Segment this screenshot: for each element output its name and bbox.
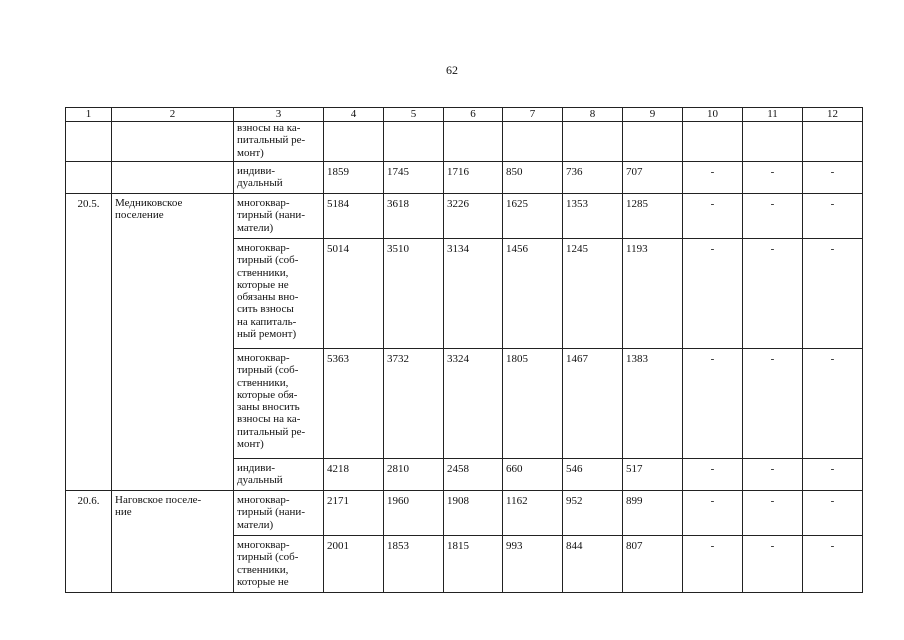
value-cell: [503, 122, 563, 162]
header-cell: 8: [563, 108, 623, 122]
value-cell: -: [803, 162, 863, 194]
value-cell: -: [683, 349, 743, 459]
header-cell: 7: [503, 108, 563, 122]
table-row: [66, 122, 863, 162]
header-cell: 5: [384, 108, 444, 122]
value-cell: 1193: [623, 239, 683, 349]
value-cell: 2001: [324, 536, 384, 593]
settlement-cell: [112, 491, 234, 593]
header-cell: 9: [623, 108, 683, 122]
value-cell: -: [803, 459, 863, 491]
value-cell: [384, 122, 444, 162]
value-cell: -: [803, 349, 863, 459]
housing-type-text: индиви- дуальный: [237, 165, 283, 190]
header-cell: 3: [234, 108, 324, 122]
value-cell: 1853: [384, 536, 444, 593]
value-cell: [683, 122, 743, 162]
housing-type-cell: [234, 491, 324, 536]
value-cell: 1285: [623, 194, 683, 239]
header-cell: 11: [743, 108, 803, 122]
value-cell: [444, 122, 503, 162]
row-number-cell: 20.6.: [66, 491, 112, 593]
value-cell: 1162: [503, 491, 563, 536]
value-cell: 3226: [444, 194, 503, 239]
row-number-cell: 20.5.: [66, 194, 112, 491]
settlement-cell: [112, 122, 234, 162]
value-cell: 2171: [324, 491, 384, 536]
value-cell: 1383: [623, 349, 683, 459]
value-cell: 1745: [384, 162, 444, 194]
value-cell: -: [803, 239, 863, 349]
value-cell: 3324: [444, 349, 503, 459]
value-cell: 736: [563, 162, 623, 194]
value-cell: -: [683, 491, 743, 536]
value-cell: -: [743, 239, 803, 349]
settlement-cell: [112, 162, 234, 194]
value-cell: -: [683, 194, 743, 239]
header-cell: 6: [444, 108, 503, 122]
housing-type-cell: [234, 239, 324, 349]
housing-type-cell: [234, 162, 324, 194]
value-cell: [563, 122, 623, 162]
value-cell: 1859: [324, 162, 384, 194]
housing-type-cell: [234, 459, 324, 491]
table-row: [66, 162, 863, 194]
value-cell: -: [743, 162, 803, 194]
value-cell: 517: [623, 459, 683, 491]
value-cell: 5184: [324, 194, 384, 239]
value-cell: 1960: [384, 491, 444, 536]
value-cell: 707: [623, 162, 683, 194]
value-cell: 850: [503, 162, 563, 194]
value-cell: [803, 122, 863, 162]
housing-type-cell: [234, 194, 324, 239]
value-cell: 660: [503, 459, 563, 491]
value-cell: 952: [563, 491, 623, 536]
value-cell: 5014: [324, 239, 384, 349]
table-row: [66, 491, 863, 536]
value-cell: 2458: [444, 459, 503, 491]
value-cell: -: [743, 349, 803, 459]
value-cell: 1815: [444, 536, 503, 593]
housing-type-text: многоквар- тирный (соб- ственники, которые не обязаны вно- сить взносы на капиталь- ный ремонт): [237, 242, 299, 341]
value-cell: -: [743, 194, 803, 239]
value-cell: -: [803, 194, 863, 239]
header-cell: 2: [112, 108, 234, 122]
value-cell: -: [683, 162, 743, 194]
header-cell: 12: [803, 108, 863, 122]
value-cell: -: [743, 459, 803, 491]
housing-type-text: многоквар- тирный (нани- матели): [237, 197, 305, 234]
value-cell: -: [683, 459, 743, 491]
value-cell: 1805: [503, 349, 563, 459]
value-cell: 1625: [503, 194, 563, 239]
value-cell: -: [683, 239, 743, 349]
value-cell: -: [743, 491, 803, 536]
value-cell: -: [743, 536, 803, 593]
value-cell: 993: [503, 536, 563, 593]
value-cell: 1716: [444, 162, 503, 194]
value-cell: 3618: [384, 194, 444, 239]
value-cell: 5363: [324, 349, 384, 459]
table-row: [66, 194, 863, 239]
value-cell: 1353: [563, 194, 623, 239]
value-cell: 4218: [324, 459, 384, 491]
value-cell: 807: [623, 536, 683, 593]
housing-type-text: индиви- дуальный: [237, 462, 283, 487]
value-cell: [324, 122, 384, 162]
value-cell: 1467: [563, 349, 623, 459]
value-cell: 899: [623, 491, 683, 536]
header-cell: 1: [66, 108, 112, 122]
value-cell: -: [803, 536, 863, 593]
housing-type-cell: [234, 536, 324, 593]
value-cell: 3134: [444, 239, 503, 349]
row-number-cell: [66, 122, 112, 162]
settlement-cell: [112, 194, 234, 491]
table-header-row: [66, 108, 863, 122]
housing-type-cell: [234, 349, 324, 459]
row-number-cell: [66, 162, 112, 194]
page-number: 62: [446, 63, 458, 77]
value-cell: 1908: [444, 491, 503, 536]
header-cell: 4: [324, 108, 384, 122]
value-cell: 2810: [384, 459, 444, 491]
value-cell: 844: [563, 536, 623, 593]
value-cell: 1245: [563, 239, 623, 349]
value-cell: 1456: [503, 239, 563, 349]
settlement-name: Наговское поселе- ние: [115, 494, 202, 519]
value-cell: 3732: [384, 349, 444, 459]
housing-type-text: взносы на ка- питальный ре- монт): [237, 122, 306, 159]
value-cell: 3510: [384, 239, 444, 349]
settlement-name: Медниковское поселение: [115, 197, 183, 222]
tariff-table: [65, 107, 863, 593]
value-cell: -: [803, 491, 863, 536]
value-cell: 546: [563, 459, 623, 491]
header-cell: 10: [683, 108, 743, 122]
value-cell: -: [683, 536, 743, 593]
housing-type-text: многоквар- тирный (нани- матели): [237, 494, 305, 531]
value-cell: [623, 122, 683, 162]
value-cell: [743, 122, 803, 162]
housing-type-text: многоквар- тирный (соб- ственники, которые обя- заны вносить взносы на ка- питальный ре- монт): [237, 352, 306, 451]
housing-type-cell: [234, 122, 324, 162]
housing-type-text: многоквар- тирный (соб- ственники, которые не: [237, 539, 299, 588]
